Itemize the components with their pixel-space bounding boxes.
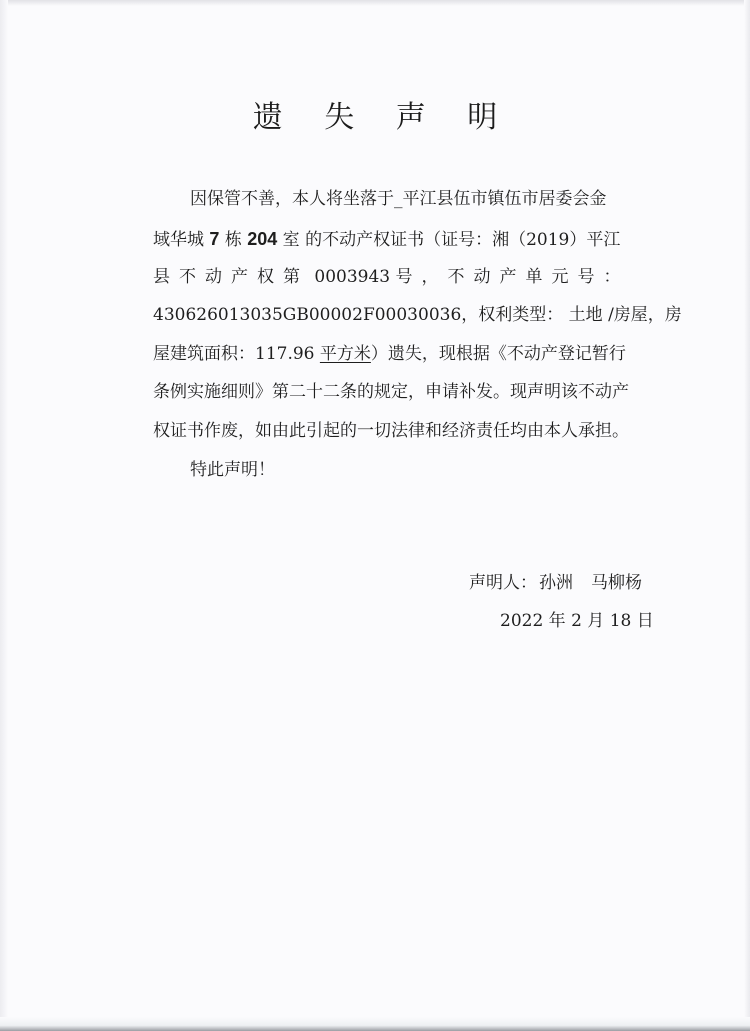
certificate-number: 0003943	[309, 267, 396, 287]
body-line-4: 430626013035GB00002F00030036，权利类型： 土地 /房屋，房	[153, 305, 682, 325]
body-line-7: 权证书作废，如由此引起的一切法律和经济责任均由本人承担。	[153, 421, 629, 441]
scan-edge-top	[0, 0, 750, 6]
body-line-5	[153, 343, 626, 365]
body-line-1: 因保管不善，本人将坐落于_平江县伍市镇伍市居委会金	[190, 189, 607, 209]
body-line-2	[153, 228, 620, 251]
closing-line: 特此声明！	[190, 460, 275, 480]
body-line-2-a: 域华城	[153, 230, 210, 250]
body-line-2-mid: 栋	[219, 230, 248, 250]
body-line-5-b: ）遗失，现根据《不动产登记暂行	[370, 344, 626, 364]
body-line-3-a: 县不动产权第	[153, 267, 309, 287]
signatory-name-1: 孙洲	[539, 573, 573, 593]
document-title: 遗 失 声 明	[252, 100, 514, 135]
signature-label: 声明人：	[469, 573, 537, 593]
document-date: 2022 年 2 月 18 日	[500, 611, 654, 631]
scan-edge-right	[744, 0, 750, 1031]
scan-edge-bottom	[0, 1017, 750, 1031]
body-line-3	[153, 266, 630, 288]
body-line-5-a: 屋建筑面积：117.96	[153, 344, 320, 364]
building-number: 7	[209, 229, 220, 249]
signatory-name-2: 马柳杨	[591, 573, 642, 593]
body-line-6: 条例实施细则》第二十二条的规定，申请补发。现声明该不动产	[153, 382, 629, 402]
scan-edge-left	[0, 0, 8, 1031]
body-line-2-c: 室 的不动产权证书（证号：湘（2019）平江	[277, 230, 621, 250]
room-number: 204	[247, 229, 278, 249]
body-line-3-b: 号，不动产单元号：	[395, 267, 630, 287]
signature-line	[469, 568, 642, 593]
area-unit: 平方米	[319, 344, 371, 364]
